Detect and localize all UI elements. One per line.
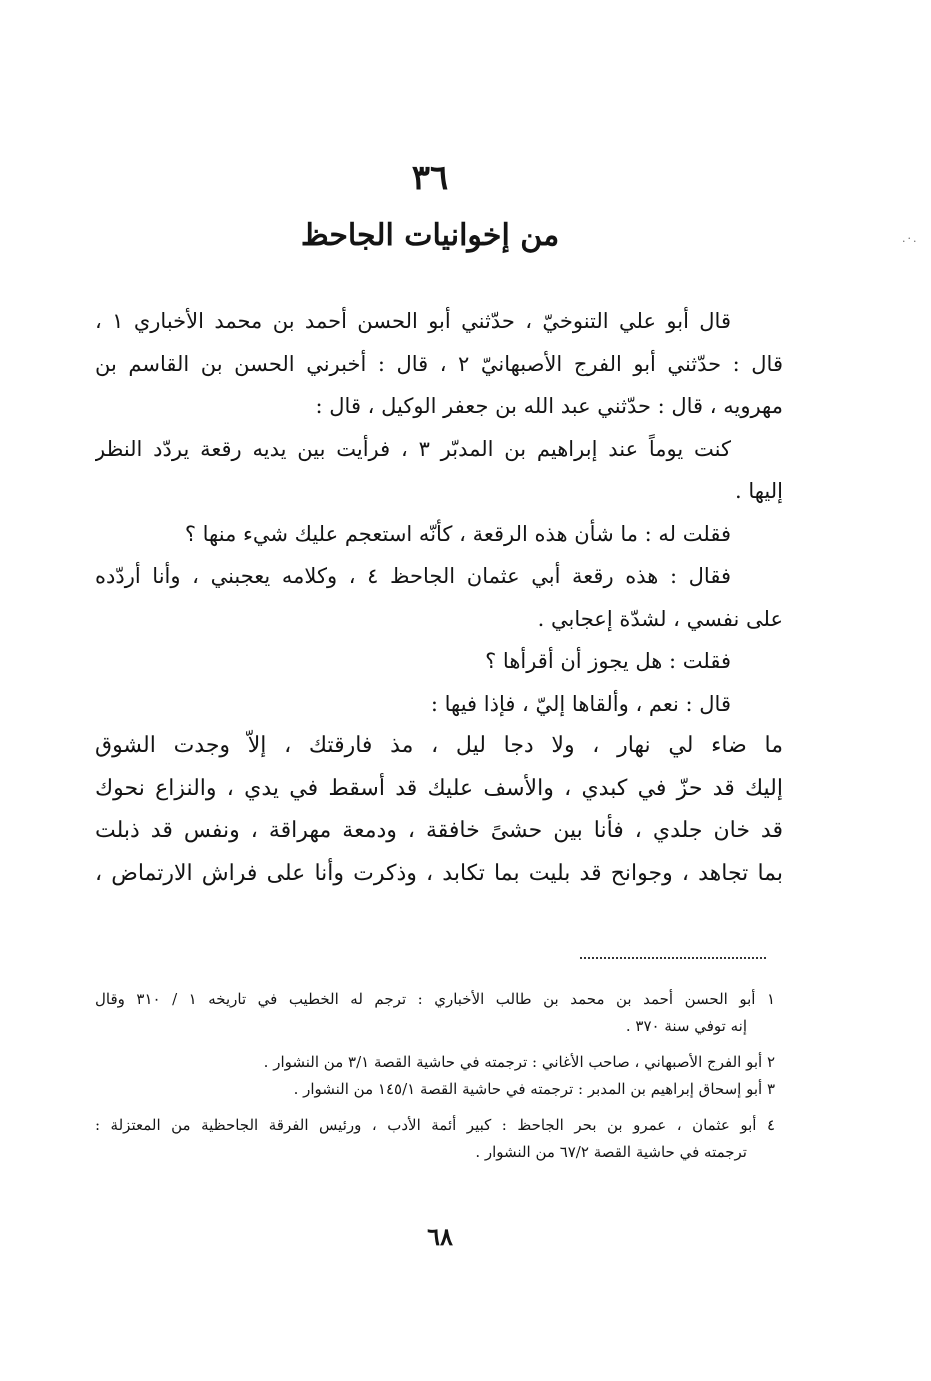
text-line: قال : حدّثني أبو الفرج الأصبهانيّ ٢ ، قال : أخبرني الحسن بن القاسم بن bbox=[95, 351, 783, 376]
text-line: إليها . bbox=[735, 479, 783, 503]
footnote-gap bbox=[95, 1039, 775, 1049]
letter-line: قد خان جلدي ، فأنا بين حشىً خافقة ، ودمعة مهراقة ، ونفس قد ذبلت bbox=[95, 818, 783, 843]
letter-line: إليك قد حزّ في كبدي ، والأسف عليك قد أسقط في يدي ، والنزاع نحوك bbox=[95, 775, 783, 801]
footnote-1: ١ أبو الحسن أحمد بن محمد بن طالب الأخباري : ترجم له الخطيب في تاريخه ١ / ٣١٠ وقال bbox=[95, 990, 775, 1008]
margin-mark: .·. bbox=[902, 232, 919, 245]
text-line: فقلت : هل يجوز أن أقرأها ؟ bbox=[485, 649, 731, 673]
chapter-title: من إخوانيات الجاحظ bbox=[300, 218, 560, 253]
chapter-number: ٣٦ bbox=[411, 158, 449, 198]
footnote-3: ٣ أبو إسحاق إبراهيم بن المدبر : ترجمته في حاشية القصة ١٤٥/١ من النشوار . bbox=[293, 1079, 775, 1098]
footnote-2: ٢ أبو الفرج الأصبهاني ، صاحب الأغاني : ترجمته في حاشية القصة ٣/١ من النشوار . bbox=[263, 1053, 775, 1071]
text-line: كنت يوماً عند إبراهيم بن المدبّر ٣ ، فرأيت بين يديه رقعة يردّد النظر bbox=[95, 436, 731, 461]
text-line: فقال : هذه رقعة أبي عثمان الجاحظ ٤ ، وكلامه يعجبني ، وأنا أردّده bbox=[95, 564, 731, 588]
text-line: قال : نعم ، وألقاها إليّ ، فإذا فيها : bbox=[430, 691, 731, 716]
main-text bbox=[95, 300, 783, 895]
text-line: فقلت له : ما شأن هذه الرقعة ، كأنّه استعجم عليك شيء منها ؟ bbox=[184, 521, 731, 546]
text-line: مهرويه ، قال : حدّثني عبد الله بن جعفر الوكيل ، قال : bbox=[315, 394, 783, 418]
page-number: ٦٨ bbox=[427, 1222, 453, 1251]
footnote-4-continued: ترجمته في حاشية القصة ٦٧/٢ من النشوار . bbox=[475, 1142, 747, 1161]
text-line: على نفسي ، لشدّة إعجابي . bbox=[537, 606, 783, 631]
footnote-gap bbox=[95, 1102, 775, 1112]
footnotes bbox=[95, 986, 775, 1165]
footnote-4: ٤ أبو عثمان ، عمرو بن بحر الجاحظ : كبير أئمة الأدب ، ورئيس الفرقة الجاحظية من المعتزلة : bbox=[95, 1116, 775, 1134]
text-line: قال أبو علي التنوخيّ ، حدّثني أبو الحسن أحمد بن محمد الأخباري ١ ، bbox=[95, 309, 731, 333]
footnote-separator bbox=[580, 957, 766, 959]
letter-line: بما تجاهد ، وجوانح قد بليت بما تكابد ، وذكرت وأنا على فراش الارتماض ، bbox=[95, 860, 783, 886]
footnote-1-continued: إنه توفي سنة ٣٧٠ . bbox=[625, 1016, 747, 1035]
letter-line: ما ضاء لي نهار ، ولا دجا ليل ، مذ فارقتك ، إلاّ وجدت الشوق bbox=[95, 733, 783, 758]
